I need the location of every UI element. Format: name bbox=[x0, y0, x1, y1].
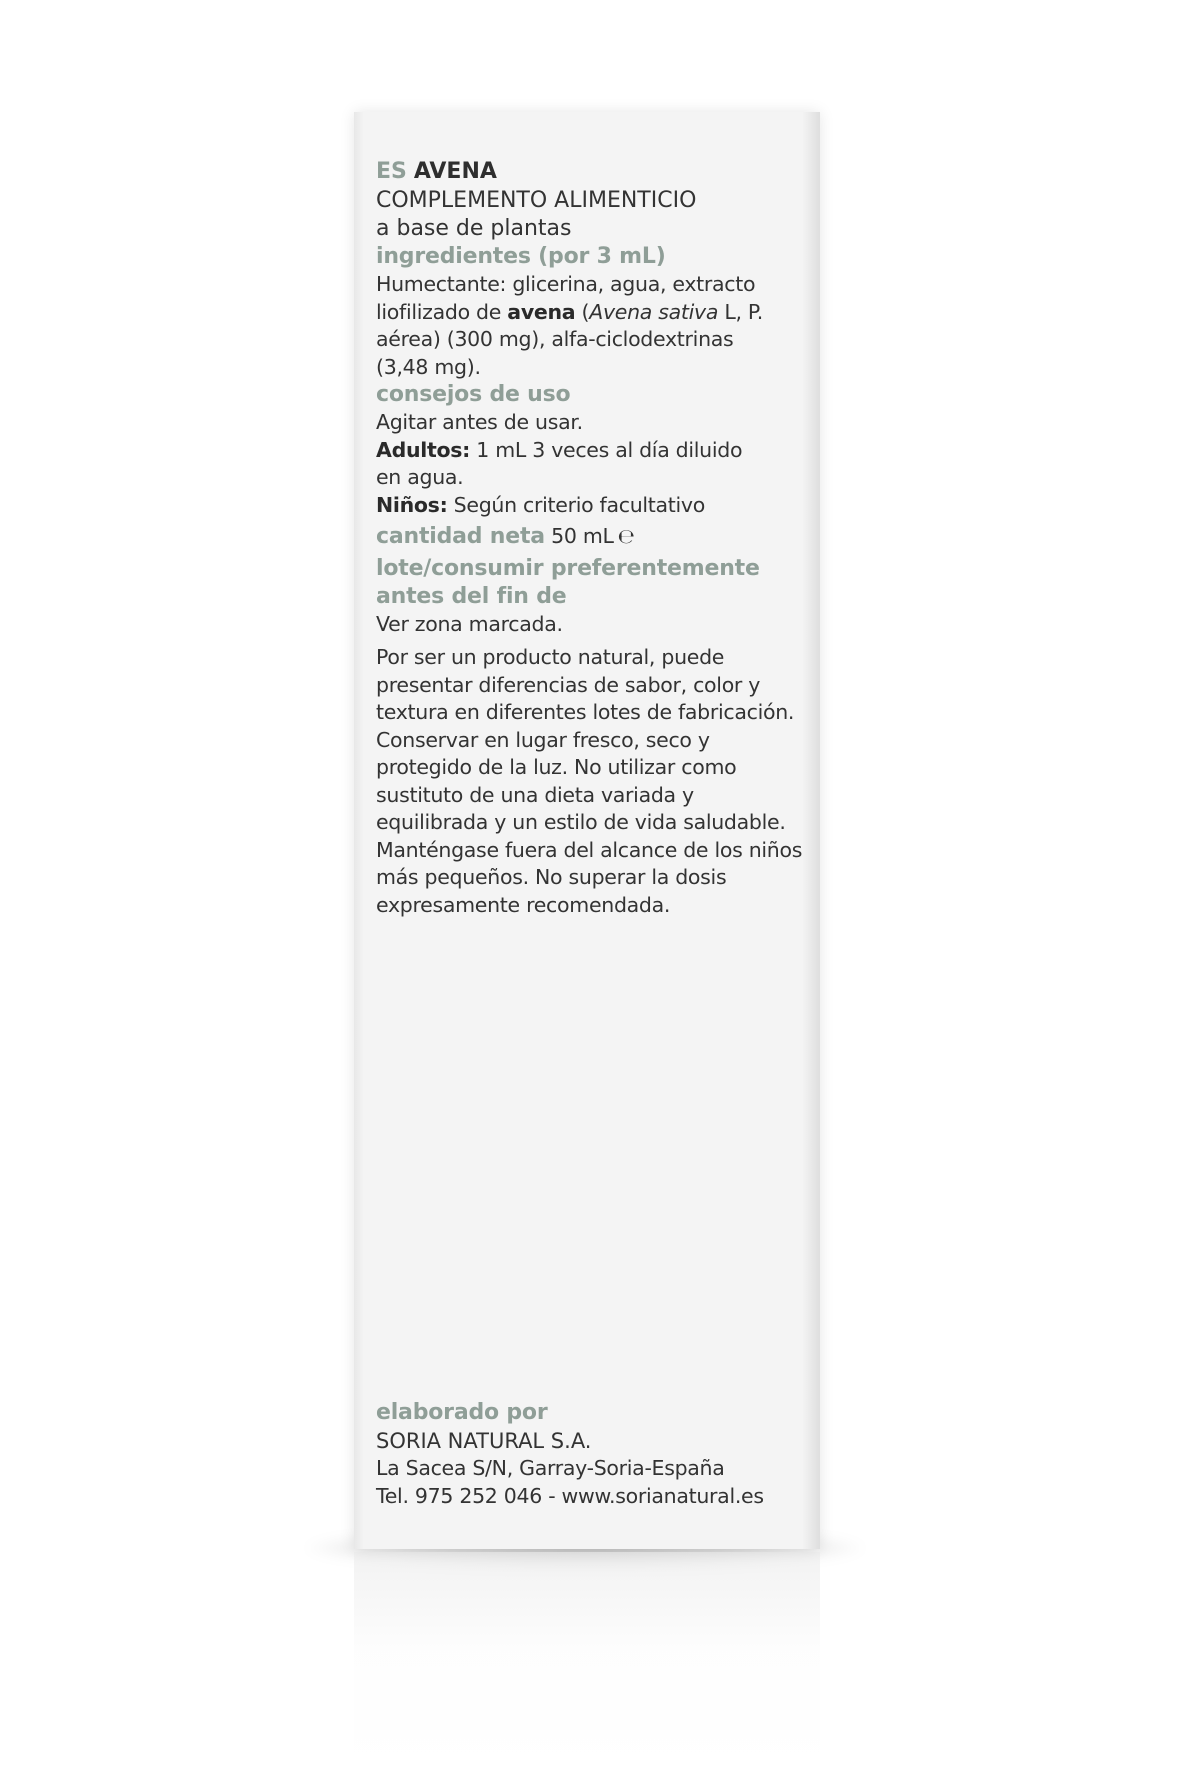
notes-block bbox=[376, 644, 806, 919]
usage-kids bbox=[376, 492, 806, 520]
box-edge-left bbox=[354, 112, 364, 1549]
note-line: sustituto de una dieta variada y bbox=[376, 782, 694, 807]
net-quantity-heading: cantidad neta bbox=[376, 524, 545, 549]
net-quantity bbox=[376, 523, 806, 551]
manufacturer-name: SORIA NATURAL S.A. bbox=[376, 1429, 592, 1453]
botanical-name: Avena sativa bbox=[589, 299, 719, 324]
product-box-side-panel bbox=[354, 112, 820, 1549]
note-line: textura en diferentes lotes de fabricación. bbox=[376, 700, 795, 724]
usage-line-1: Agitar antes de usar. bbox=[376, 410, 583, 434]
box-reflection bbox=[354, 1552, 820, 1772]
manufacturer-address: La Sacea S/N, Garray-Soria-España bbox=[376, 1456, 725, 1480]
lot-heading-2: antes del fin de bbox=[376, 583, 567, 609]
net-quantity-value: 50 mL bbox=[544, 524, 614, 548]
manufacturer-heading: elaborado por bbox=[376, 1400, 548, 1425]
language-code: ES bbox=[376, 159, 407, 184]
note-line: más pequeños. No superar la dosis bbox=[376, 865, 727, 889]
product-category-sub: a base de plantas bbox=[376, 216, 572, 241]
kids-label: Niños: bbox=[376, 492, 448, 517]
adults-label: Adultos: bbox=[376, 437, 471, 462]
note-line: Conservar en lugar fresco, seco y bbox=[376, 727, 710, 752]
ingredients-line-2 bbox=[376, 299, 806, 327]
ingredients-heading: ingredientes (por 3 mL) bbox=[376, 244, 666, 269]
usage-adults-cont: en agua. bbox=[376, 465, 464, 489]
note-line: expresamente recomendada. bbox=[376, 892, 671, 917]
label-content bbox=[376, 157, 806, 919]
estimated-sign-icon: ℮ bbox=[617, 524, 635, 548]
manufacturer-contact: Tel. 975 252 046 - www.sorianatural.es bbox=[376, 1483, 764, 1508]
note-line: Manténgase fuera del alcance de los niños bbox=[376, 837, 803, 862]
note-line: protegido de la luz. No utilizar como bbox=[376, 755, 737, 779]
manufacturer-block bbox=[376, 1399, 806, 1510]
ingredients-text: L, P. bbox=[718, 299, 764, 324]
ingredients-line-3: aérea) (300 mg), alfa-ciclodextrinas bbox=[376, 327, 734, 351]
ingredients-line-4: (3,48 mg). bbox=[376, 354, 481, 379]
ingredients-text: liofilizado de bbox=[376, 299, 508, 324]
kids-dose: Según criterio facultativo bbox=[447, 492, 705, 517]
adults-dose: 1 mL 3 veces al día diluido bbox=[470, 437, 743, 462]
usage-heading: consejos de uso bbox=[376, 382, 571, 407]
product-name: AVENA bbox=[413, 159, 497, 184]
lot-heading-1: lote/consumir preferentemente bbox=[376, 555, 760, 581]
ingredients-line-1: Humectante: glicerina, agua, extracto bbox=[376, 272, 756, 296]
note-line: presentar diferencias de sabor, color y bbox=[376, 672, 761, 697]
ingredients-text: ( bbox=[575, 299, 590, 324]
note-line: Por ser un producto natural, puede bbox=[376, 645, 725, 669]
ingredient-highlight: avena bbox=[507, 299, 576, 324]
product-title bbox=[376, 157, 806, 187]
product-category: COMPLEMENTO ALIMENTICIO bbox=[376, 188, 697, 213]
lot-text: Ver zona marcada. bbox=[376, 611, 563, 636]
usage-adults bbox=[376, 437, 806, 465]
note-line: equilibrada y un estilo de vida saludable. bbox=[376, 810, 786, 834]
